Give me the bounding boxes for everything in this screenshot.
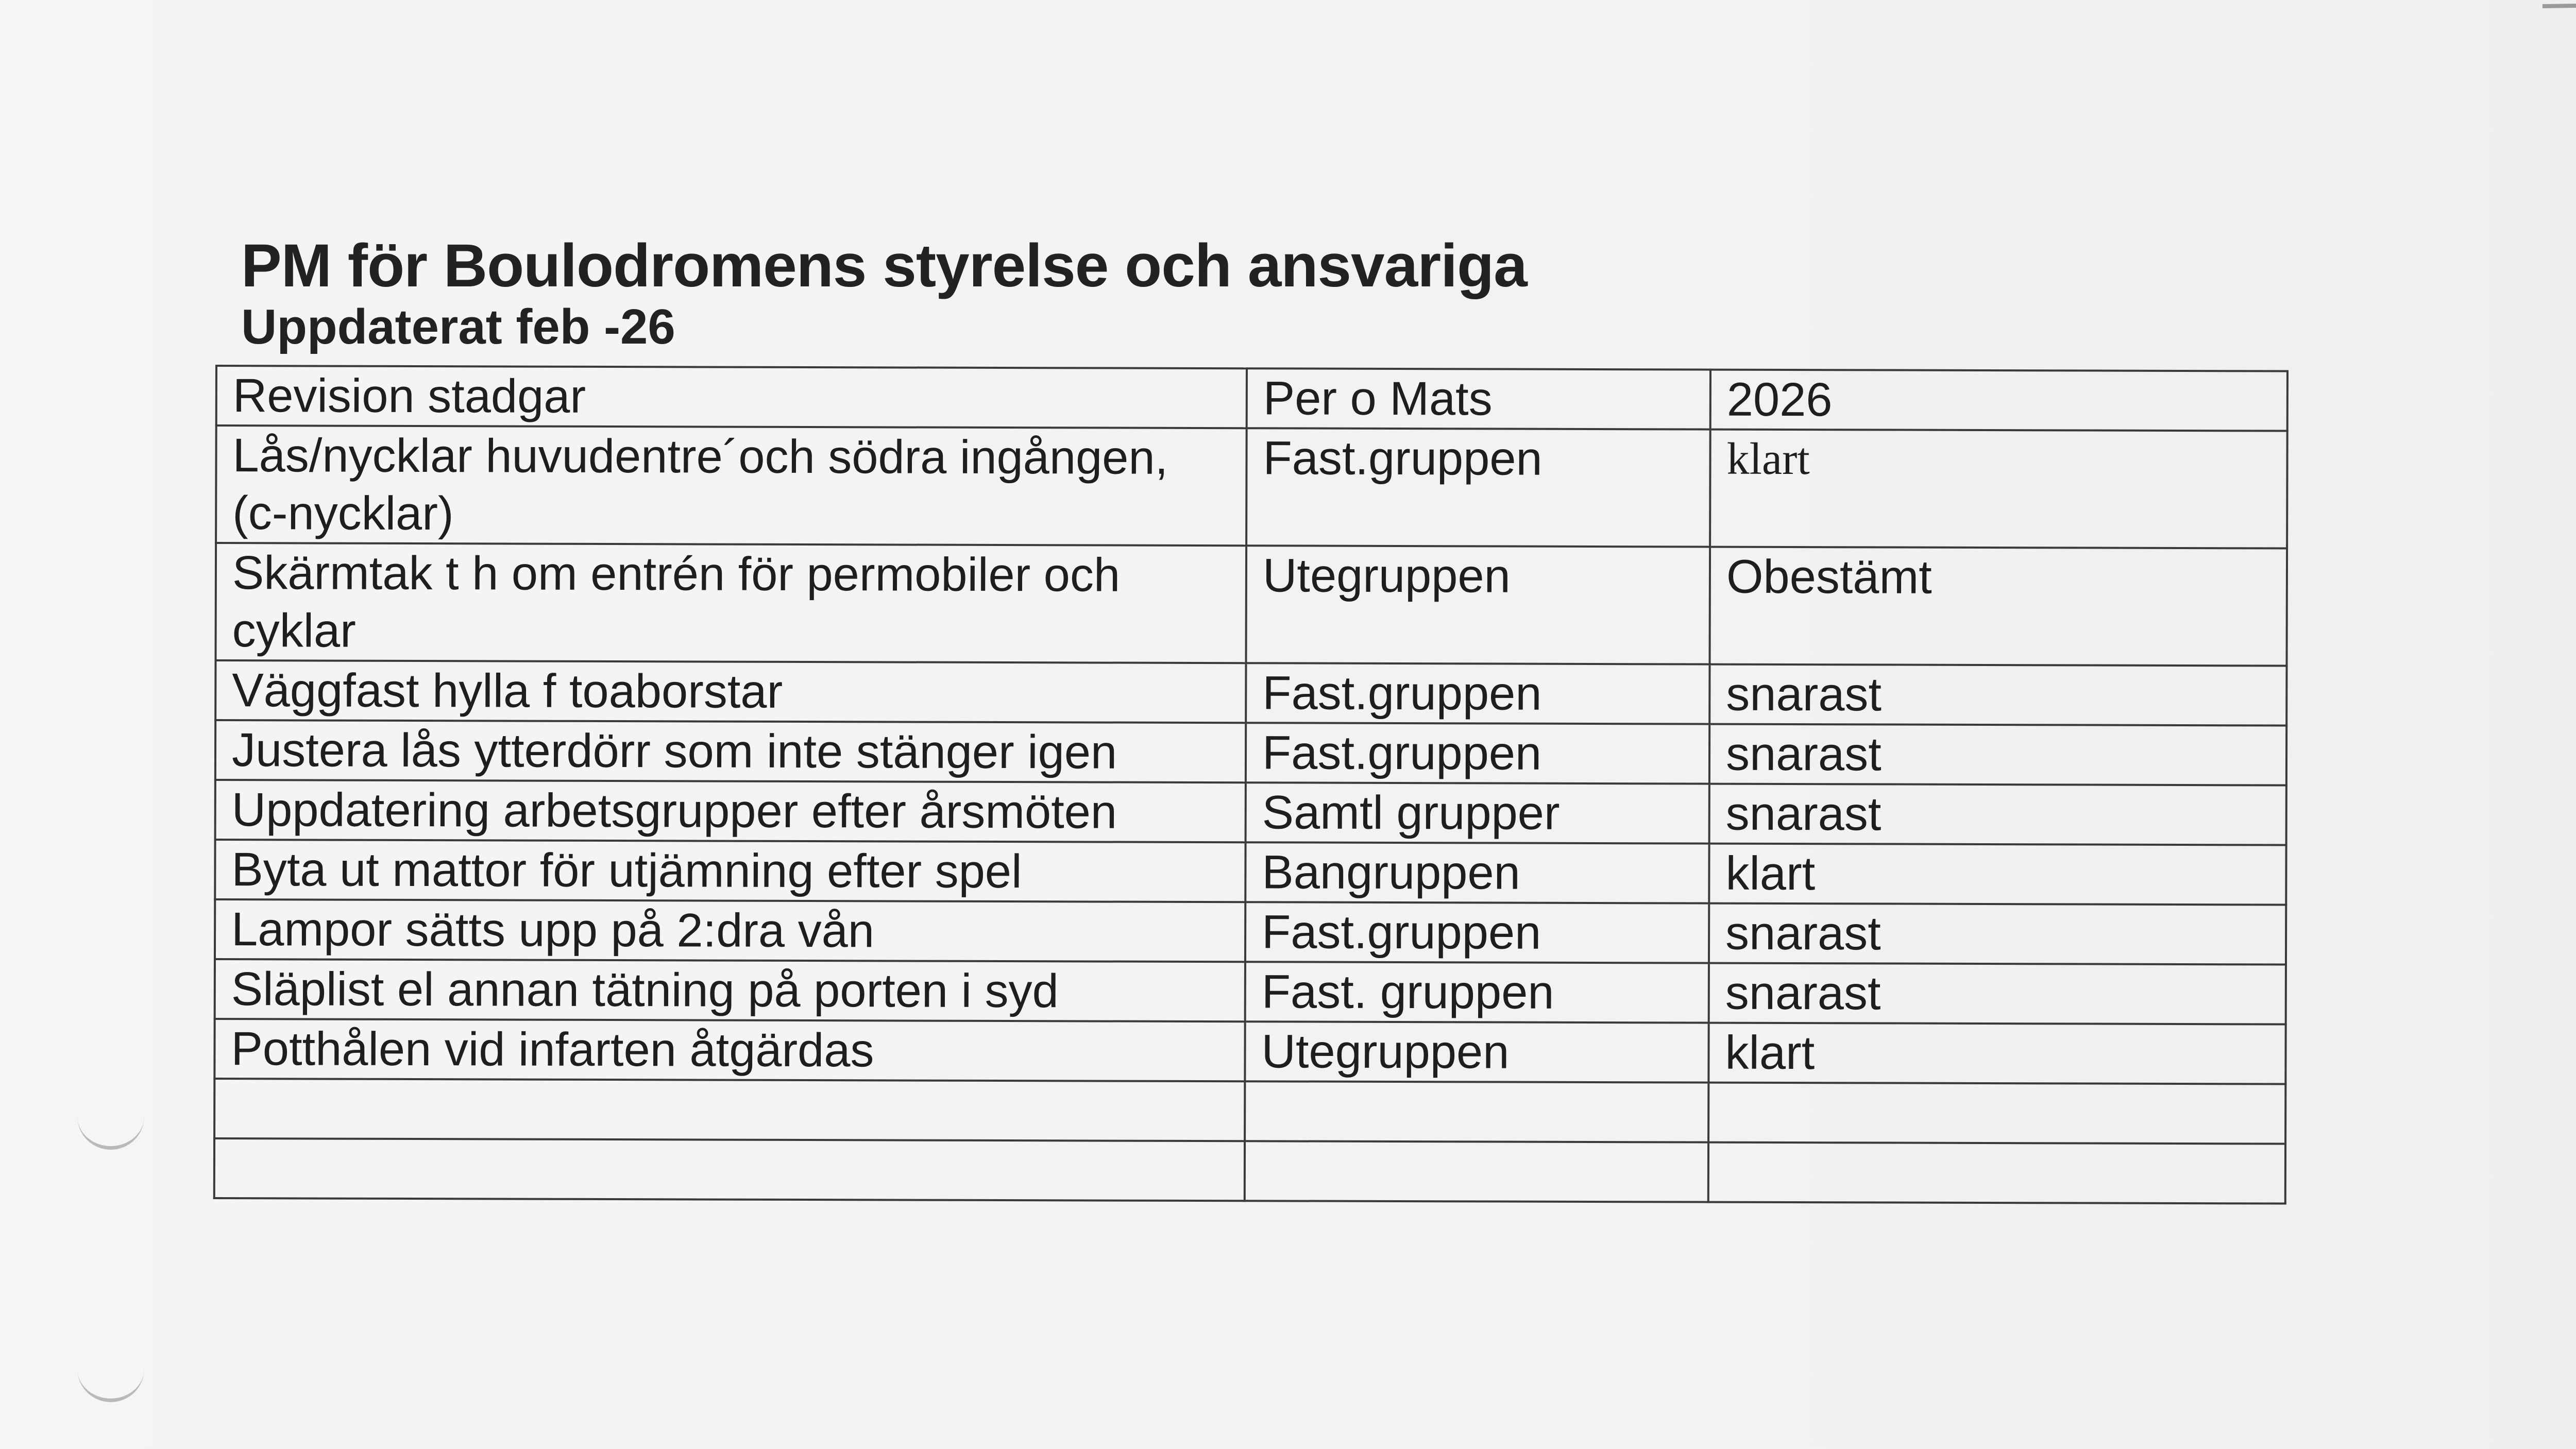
table-row (215, 543, 2287, 666)
task-cell: Revision stadgar (216, 366, 1247, 428)
responsible-cell: Fast.gruppen (1246, 723, 1709, 783)
responsible-cell: Samtl grupper (1246, 782, 1709, 843)
status-cell: snarast (1709, 784, 2286, 845)
status-cell: klart (1708, 1023, 2285, 1084)
status-cell: klart (1710, 430, 2287, 549)
document-title: PM för Boulodromens styrelse och ansvariga (241, 232, 1527, 300)
task-cell: Potthålen vid infarten åtgärdas (214, 1019, 1245, 1081)
table-row (215, 959, 2286, 1025)
task-cell: Lampor sätts upp på 2:dra vån (215, 899, 1245, 962)
status-cell: 2026 (1710, 370, 2287, 431)
status-cell (1708, 1143, 2285, 1204)
task-cell: Uppdatering arbetsgrupper efter årsmöten (215, 780, 1246, 842)
table-row-empty (214, 1079, 2285, 1144)
status-cell: snarast (1709, 904, 2286, 965)
task-cell: Släplist el annan tätning på porten i syd (215, 959, 1245, 1021)
table-row (216, 425, 2287, 549)
document-subtitle: Uppdaterat feb -26 (241, 299, 675, 354)
task-cell: Byta ut mattor för utjämning efter spel (215, 840, 1245, 902)
status-cell: klart (1709, 844, 2286, 905)
responsible-cell: Fast.gruppen (1246, 663, 1709, 724)
status-cell (1708, 1083, 2285, 1144)
responsible-cell: Per o Mats (1247, 368, 1710, 429)
task-cell: Justera lås ytterdörr som inte stänger igen (215, 720, 1246, 782)
status-cell: snarast (1709, 963, 2286, 1025)
task-cell (214, 1138, 1245, 1201)
status-cell: snarast (1709, 664, 2286, 726)
status-cell: snarast (1709, 724, 2286, 786)
task-cell (214, 1079, 1245, 1141)
responsible-cell: Fast. gruppen (1245, 962, 1709, 1022)
responsible-cell: Bangruppen (1245, 842, 1709, 903)
status-cell: Obestämt (1709, 547, 2287, 666)
responsible-cell (1245, 1141, 1708, 1202)
table-row-empty (214, 1138, 2285, 1204)
table-row (215, 720, 2286, 786)
task-cell: Lås/nycklar huvudentre´och södra ingången, (c-nycklar) (216, 425, 1247, 545)
responsible-cell: Utegruppen (1246, 545, 1710, 664)
table-row (215, 660, 2286, 726)
responsible-cell: Utegruppen (1245, 1021, 1708, 1082)
responsible-cell: Fast.gruppen (1246, 428, 1710, 547)
task-table (213, 365, 2289, 1205)
table-row (215, 780, 2286, 845)
task-cell: Skärmtak t h om entrén för permobiler och cyklar (215, 543, 1246, 663)
table-row (216, 366, 2287, 431)
folded-corner-mark (2537, 0, 2576, 36)
task-cell: Väggfast hylla f toaborstar (215, 660, 1246, 723)
responsible-cell (1245, 1081, 1708, 1142)
table-row (214, 1019, 2285, 1084)
table-row (215, 899, 2286, 965)
table-row (215, 840, 2286, 905)
responsible-cell: Fast.gruppen (1245, 902, 1709, 963)
